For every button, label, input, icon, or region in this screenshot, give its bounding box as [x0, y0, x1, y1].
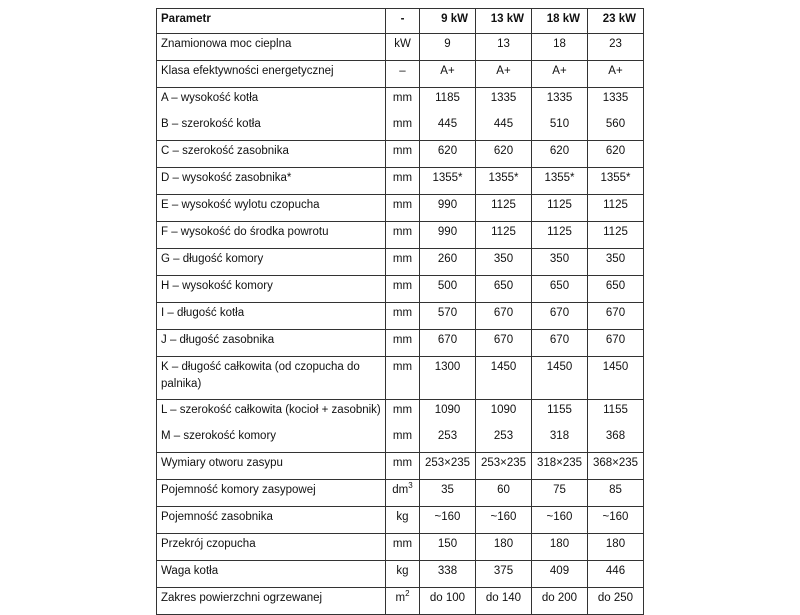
value-cell: 1335: [588, 88, 644, 115]
value-cell: 670: [420, 330, 476, 357]
value-cell: 560: [588, 114, 644, 141]
value-cell: 1450: [476, 357, 532, 400]
value-cell: 1125: [532, 222, 588, 249]
unit-cell: [386, 480, 420, 507]
table-header-row: [157, 9, 644, 34]
table-row: [157, 34, 644, 61]
param-cell: H – wysokość komory: [157, 276, 386, 303]
value-cell: 1335: [532, 88, 588, 115]
value-cell: 446: [588, 561, 644, 588]
value-cell: 1125: [476, 222, 532, 249]
header-model-13kw: 13 kW: [476, 9, 532, 34]
value-cell: 1300: [420, 357, 476, 400]
value-cell: 1355*: [476, 168, 532, 195]
unit-text: mm: [392, 226, 413, 238]
param-cell: Pojemność komory zasypowej: [157, 480, 386, 507]
unit-cell: [386, 507, 420, 534]
value-cell: 990: [420, 222, 476, 249]
value-cell: 670: [588, 330, 644, 357]
value-cell: 445: [476, 114, 532, 141]
unit-cell: [386, 303, 420, 330]
unit-text: mm: [392, 118, 413, 130]
value-cell: 1185: [420, 88, 476, 115]
table-row: [157, 534, 644, 561]
param-cell: Pojemność zasobnika: [157, 507, 386, 534]
value-cell: 1155: [588, 400, 644, 427]
value-cell: do 140: [476, 588, 532, 615]
value-cell: 1155: [532, 400, 588, 427]
value-cell: 260: [420, 249, 476, 276]
unit-cell: [386, 114, 420, 141]
header-unit: -: [386, 9, 420, 34]
value-cell: 180: [476, 534, 532, 561]
param-cell: Waga kotła: [157, 561, 386, 588]
unit-text: mm: [392, 430, 413, 442]
value-cell: 990: [420, 195, 476, 222]
value-cell: 650: [588, 276, 644, 303]
param-cell: F – wysokość do środka powrotu: [157, 222, 386, 249]
unit-text: mm: [392, 199, 413, 211]
value-cell: ~160: [420, 507, 476, 534]
value-cell: 1125: [532, 195, 588, 222]
value-cell: 253×235: [476, 453, 532, 480]
header-model-9kw: 9 kW: [420, 9, 476, 34]
unit-cell: [386, 249, 420, 276]
table-row: [157, 141, 644, 168]
value-cell: 620: [476, 141, 532, 168]
unit-text: mm: [392, 361, 413, 373]
unit-cell: [386, 88, 420, 115]
value-cell: 35: [420, 480, 476, 507]
value-cell: 1125: [588, 222, 644, 249]
value-cell: 1355*: [532, 168, 588, 195]
param-cell: Znamionowa moc cieplna: [157, 34, 386, 61]
param-cell: J – długość zasobnika: [157, 330, 386, 357]
unit-cell: [386, 141, 420, 168]
value-cell: 1450: [588, 357, 644, 400]
value-cell: 570: [420, 303, 476, 330]
header-model-18kw: 18 kW: [532, 9, 588, 34]
unit-cell: [386, 426, 420, 453]
value-cell: 180: [588, 534, 644, 561]
value-cell: 368×235: [588, 453, 644, 480]
value-cell: do 100: [420, 588, 476, 615]
param-cell: M – szerokość komory: [157, 426, 386, 453]
table-row: [157, 195, 644, 222]
unit-text: m: [395, 592, 406, 604]
table-body: [157, 34, 644, 615]
value-cell: 1125: [476, 195, 532, 222]
table-row: [157, 561, 644, 588]
value-cell: 318×235: [532, 453, 588, 480]
unit-cell: [386, 61, 420, 88]
unit-cell: [386, 561, 420, 588]
table-row: [157, 357, 644, 400]
value-cell: 1090: [476, 400, 532, 427]
value-cell: ~160: [532, 507, 588, 534]
unit-text: mm: [392, 334, 413, 346]
value-cell: 318: [532, 426, 588, 453]
unit-cell: [386, 453, 420, 480]
param-cell: B – szerokość kotła: [157, 114, 386, 141]
unit-cell: [386, 276, 420, 303]
unit-text: –: [399, 65, 406, 77]
unit-text: kg: [396, 565, 409, 577]
value-cell: 75: [532, 480, 588, 507]
value-cell: A+: [588, 61, 644, 88]
header-param: Parametr: [157, 9, 386, 34]
value-cell: 13: [476, 34, 532, 61]
param-cell: G – długość komory: [157, 249, 386, 276]
value-cell: 500: [420, 276, 476, 303]
param-cell: A – wysokość kotła: [157, 88, 386, 115]
value-cell: 1355*: [588, 168, 644, 195]
value-cell: 368: [588, 426, 644, 453]
value-cell: 650: [532, 276, 588, 303]
table-row: [157, 330, 644, 357]
table-row: [157, 222, 644, 249]
unit-text: kW: [394, 38, 411, 50]
param-cell: D – wysokość zasobnika*: [157, 168, 386, 195]
unit-exponent: 2: [405, 589, 410, 599]
unit-cell: [386, 195, 420, 222]
table-row: [157, 507, 644, 534]
value-cell: 350: [588, 249, 644, 276]
value-cell: do 250: [588, 588, 644, 615]
unit-text: mm: [392, 538, 413, 550]
value-cell: 650: [476, 276, 532, 303]
value-cell: 670: [476, 330, 532, 357]
unit-text: kg: [396, 511, 409, 523]
value-cell: 85: [588, 480, 644, 507]
value-cell: 1090: [420, 400, 476, 427]
value-cell: 9: [420, 34, 476, 61]
value-cell: 350: [476, 249, 532, 276]
unit-exponent: 3: [408, 481, 413, 491]
value-cell: 253×235: [420, 453, 476, 480]
value-cell: 350: [532, 249, 588, 276]
param-cell: Zakres powierzchni ogrzewanej: [157, 588, 386, 615]
value-cell: 670: [532, 330, 588, 357]
value-cell: 620: [532, 141, 588, 168]
value-cell: 1450: [532, 357, 588, 400]
value-cell: 375: [476, 561, 532, 588]
unit-text: mm: [392, 253, 413, 265]
value-cell: 409: [532, 561, 588, 588]
value-cell: ~160: [476, 507, 532, 534]
value-cell: 1335: [476, 88, 532, 115]
unit-cell: [386, 34, 420, 61]
table-row: [157, 88, 644, 115]
value-cell: A+: [476, 61, 532, 88]
unit-cell: [386, 330, 420, 357]
value-cell: 670: [476, 303, 532, 330]
param-cell: E – wysokość wylotu czopucha: [157, 195, 386, 222]
table-row: [157, 168, 644, 195]
table-row: [157, 426, 644, 453]
table-row: [157, 480, 644, 507]
value-cell: 180: [532, 534, 588, 561]
table-row: [157, 61, 644, 88]
table-row: [157, 249, 644, 276]
value-cell: 670: [588, 303, 644, 330]
value-cell: ~160: [588, 507, 644, 534]
value-cell: 445: [420, 114, 476, 141]
unit-cell: [386, 534, 420, 561]
value-cell: 1355*: [420, 168, 476, 195]
unit-text: mm: [392, 145, 413, 157]
value-cell: A+: [420, 61, 476, 88]
unit-cell: [386, 588, 420, 615]
table-row: [157, 400, 644, 427]
param-cell: Klasa efektywności energetycznej: [157, 61, 386, 88]
value-cell: A+: [532, 61, 588, 88]
param-cell: Przekrój czopucha: [157, 534, 386, 561]
unit-text: mm: [392, 280, 413, 292]
value-cell: 150: [420, 534, 476, 561]
table-row: [157, 453, 644, 480]
param-cell: Wymiary otworu zasypu: [157, 453, 386, 480]
unit-text: dm: [392, 484, 409, 496]
value-cell: 620: [420, 141, 476, 168]
unit-text: mm: [392, 404, 413, 416]
unit-text: mm: [392, 172, 413, 184]
param-cell: I – długość kotła: [157, 303, 386, 330]
table-row: [157, 588, 644, 615]
value-cell: 253: [420, 426, 476, 453]
param-cell: K – długość całkowita (od czopucha do palnika): [157, 357, 386, 400]
unit-text: mm: [392, 92, 413, 104]
value-cell: 620: [588, 141, 644, 168]
unit-cell: [386, 357, 420, 400]
unit-text: mm: [392, 307, 413, 319]
value-cell: 253: [476, 426, 532, 453]
unit-text: mm: [392, 457, 413, 469]
value-cell: 23: [588, 34, 644, 61]
table-row: [157, 114, 644, 141]
table-row: [157, 303, 644, 330]
unit-cell: [386, 222, 420, 249]
param-cell: C – szerokość zasobnika: [157, 141, 386, 168]
value-cell: 338: [420, 561, 476, 588]
unit-cell: [386, 168, 420, 195]
unit-cell: [386, 400, 420, 427]
boiler-spec-table: [156, 8, 644, 615]
value-cell: 670: [532, 303, 588, 330]
value-cell: 1125: [588, 195, 644, 222]
param-cell: L – szerokość całkowita (kocioł + zasobnik): [157, 400, 386, 427]
value-cell: 60: [476, 480, 532, 507]
header-model-23kw: 23 kW: [588, 9, 644, 34]
boiler-spec-table-container: [156, 8, 644, 615]
value-cell: 18: [532, 34, 588, 61]
value-cell: 510: [532, 114, 588, 141]
table-row: [157, 276, 644, 303]
value-cell: do 200: [532, 588, 588, 615]
